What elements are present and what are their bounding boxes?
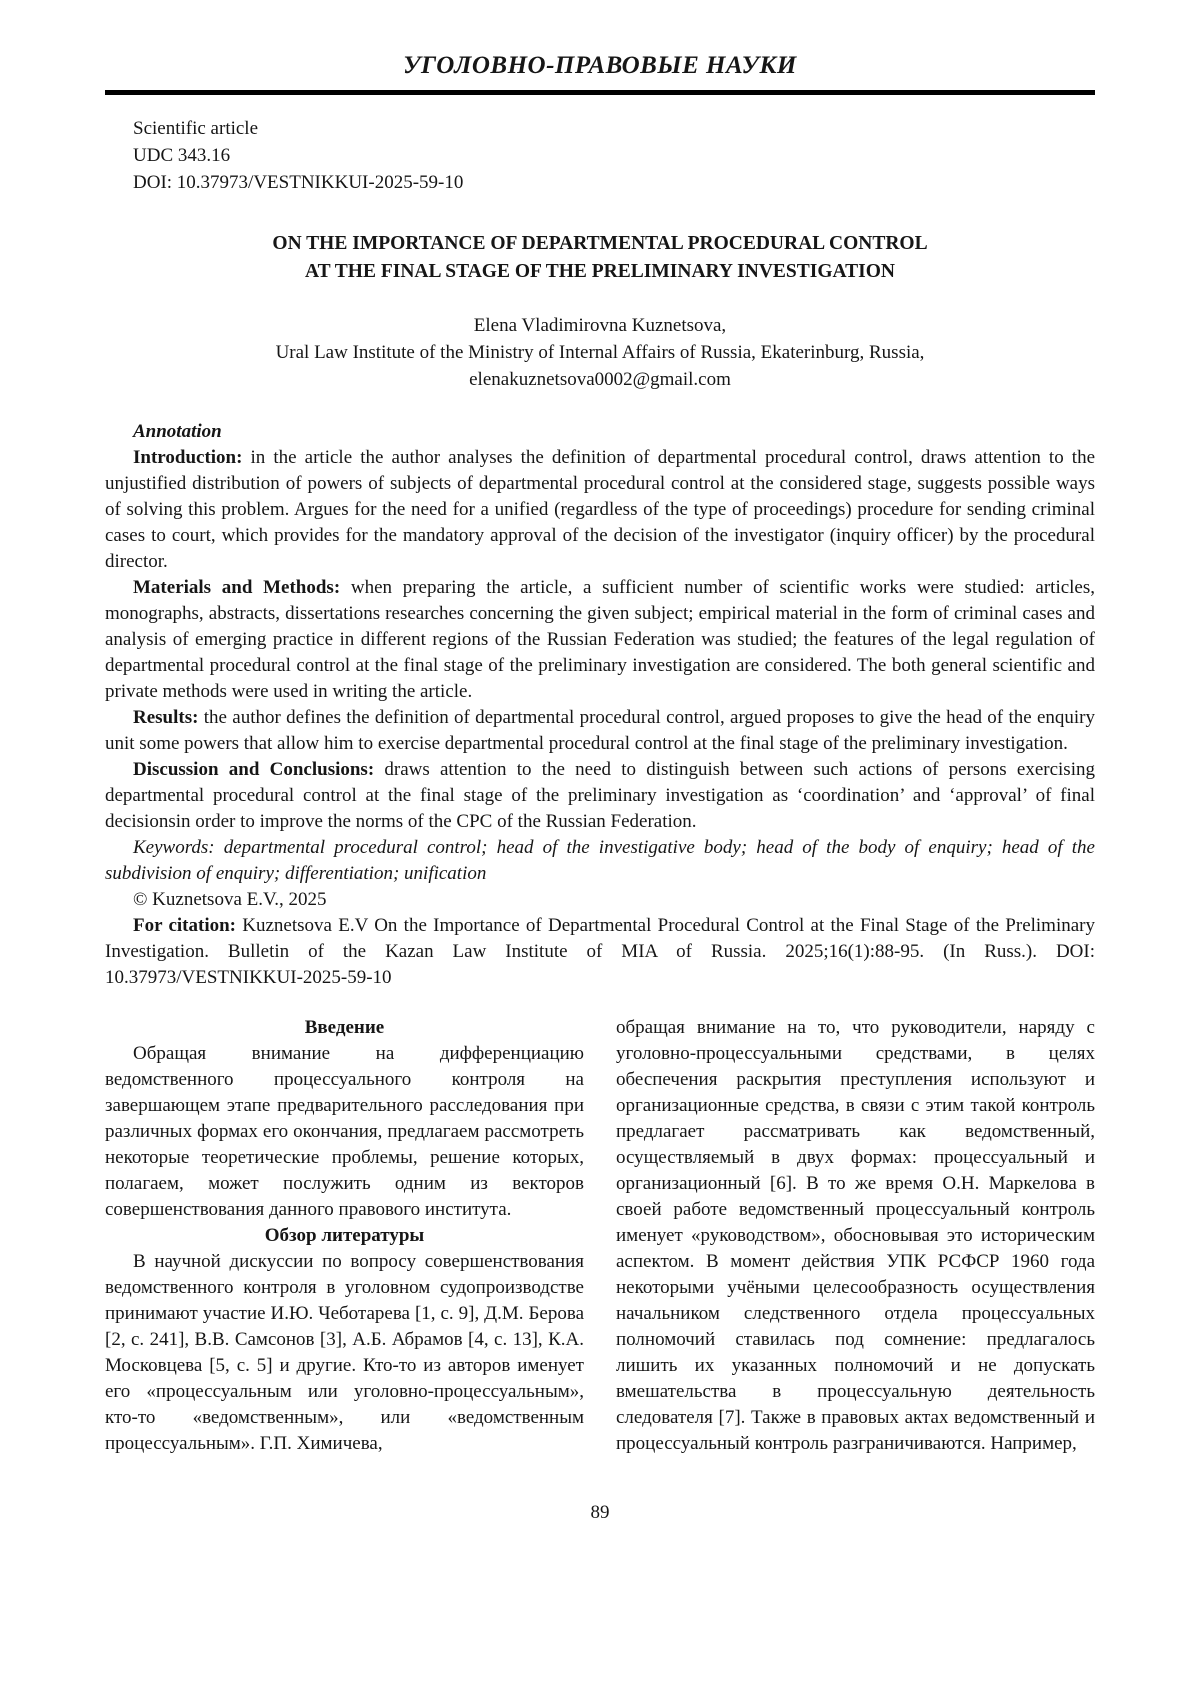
abstract-results-paragraph — [105, 705, 1095, 757]
introduction-label: Introduction: — [133, 447, 243, 468]
annotation-heading: Annotation — [133, 421, 222, 442]
article-title — [105, 230, 1095, 286]
author-email: elenakuznetsova0002@gmail.com — [469, 369, 731, 390]
running-head: УГОЛОВНО-ПРАВОВЫЕ НАУКИ — [403, 52, 797, 79]
section-heading-introduction-ru: Введение — [304, 1017, 385, 1038]
abstract-block — [105, 419, 1095, 991]
udc-code: UDC 343.16 — [133, 145, 231, 166]
left-column — [105, 1015, 584, 1457]
body-paragraph: Обращая внимание на дифференциацию ведомственного процессуального контроля на завершающем этапе предварительного расследования при различных формах его окончания, предлагаем рассмотреть некоторые теоретические проблемы, решение которых, полагаем, может послужить одним из векторов совершенствования данного правового института. — [105, 1043, 584, 1220]
abstract-discussion-paragraph — [105, 757, 1095, 835]
results-text: the author defines the definition of departmental procedural control, argued proposes to give the head of the enquiry unit some powers that allow him to exercise departmental procedural control at the final stage of the preliminary investigation. — [105, 707, 1095, 754]
two-column-body — [105, 1015, 1095, 1457]
article-title-line1: ON THE IMPORTANCE OF DEPARTMENTAL PROCEDURAL CONTROL — [272, 233, 928, 254]
introduction-text: in the article the author analyses the definition of departmental procedural control, draws attention to the unjustified distribution of powers of subjects of departmental procedural control at the considered stage, suggests possible ways of solving this problem. Argues for the need for a unified (regardless of the type of proceedings) procedure for sending criminal cases to court, which provides for the mandatory approval of the decision of the investigator (inquiry officer) by the procedural director. — [105, 447, 1095, 572]
header-rule — [105, 90, 1095, 95]
abstract-materials-paragraph — [105, 575, 1095, 705]
article-type: Scientific article — [133, 118, 259, 139]
author-name: Elena Vladimirovna Kuznetsova, — [473, 315, 727, 336]
citation-label: For citation: — [133, 915, 236, 936]
section-heading-literature-review-ru: Обзор литературы — [264, 1225, 425, 1246]
page-number: 89 — [590, 1502, 610, 1523]
author-block — [105, 312, 1095, 393]
discussion-label: Discussion and Conclusions: — [133, 759, 375, 780]
article-meta — [133, 115, 1095, 196]
results-label: Results: — [133, 707, 199, 728]
citation-paragraph — [105, 913, 1095, 991]
discussion-text: draws attention to the need to distinguish between such actions of persons exercising departmental procedural control at the final stage of the preliminary investigation as ‘coordination’ and ‘approval’ of final decisionsin order to improve the norms of the CPC of the Russian Federation. — [105, 759, 1095, 832]
citation-text: Kuznetsova E.V On the Importance of Departmental Procedural Control at the Final Stage of the Preliminary Investigation. Bulletin of the Kazan Law Institute of MIA of Russia. 2025;16(1):88-95. (In Russ.). DOI: 10.37973/VESTNIKKUI-2025-59-10 — [105, 915, 1095, 988]
doi-code: DOI: 10.37973/VESTNIKKUI-2025-59-10 — [133, 172, 464, 193]
materials-label: Materials and Methods: — [133, 577, 341, 598]
author-affiliation: Ural Law Institute of the Ministry of Internal Affairs of Russia, Ekaterinburg, Russia, — [275, 342, 925, 363]
body-paragraph: В научной дискуссии по вопросу совершенствования ведомственного контроля в уголовном судопроизводстве принимают участие И.Ю. Чеботарева [1, с. 9], Д.М. Берова [2, с. 241], В.В. Самсонов [3], А.Б. Абрамов [4, с. 13], К.А. Московцева [5, с. 5] и другие. Кто-то из авторов именует его «процессуальным или уголовно-процессуальным», кто-то «ведомственным», или «ведомственным процессуальным». Г.П. Химичева, — [105, 1251, 584, 1454]
keywords-paragraph: Keywords: departmental procedural control; head of the investigative body; head of the body of enquiry; head of the subdivision of enquiry; differentiation; unification — [105, 837, 1095, 884]
right-column — [616, 1015, 1095, 1457]
article-title-line2: AT THE FINAL STAGE OF THE PRELIMINARY INVESTIGATION — [304, 261, 896, 282]
copyright-line: © Kuznetsova E.V., 2025 — [133, 889, 327, 910]
abstract-introduction-paragraph — [105, 445, 1095, 575]
body-paragraph: обращая внимание на то, что руководители, наряду с уголовно-процессуальными средствами, в целях обеспечения раскрытия преступления используют и организационные средства, в связи с этим такой контроль предлагает рассматривать как ведомственный, осуществляемый в двух формах: процессуальный и организационный [6]. В то же время О.Н. Маркелова в своей работе ведомственный процессуальный контроль именует «руководством», обосновывая это историческим аспектом. В момент действия УПК РСФСР 1960 года некоторыми учёными целесообразность осуществления начальником следственного отдела процессуальных полномочий ставилась под сомнение: предлагалось лишить их указанных полномочий и не допускать вмешательства в процессуальную деятельность следователя [7]. Также в правовых актах ведомственный и процессуальный контроль разграничиваются. Например, — [616, 1017, 1095, 1454]
materials-text: when preparing the article, a sufficient number of scientific works were studied: articles, monographs, abstracts, dissertations researches concerning the given subject; empirical material in the form of criminal cases and analysis of emerging practice in different regions of the Russian Federation was studied; the features of the legal regulation of departmental procedural control at the final stage of the preliminary investigation are considered. The both general scientific and private methods were used in writing the article. — [105, 577, 1096, 702]
